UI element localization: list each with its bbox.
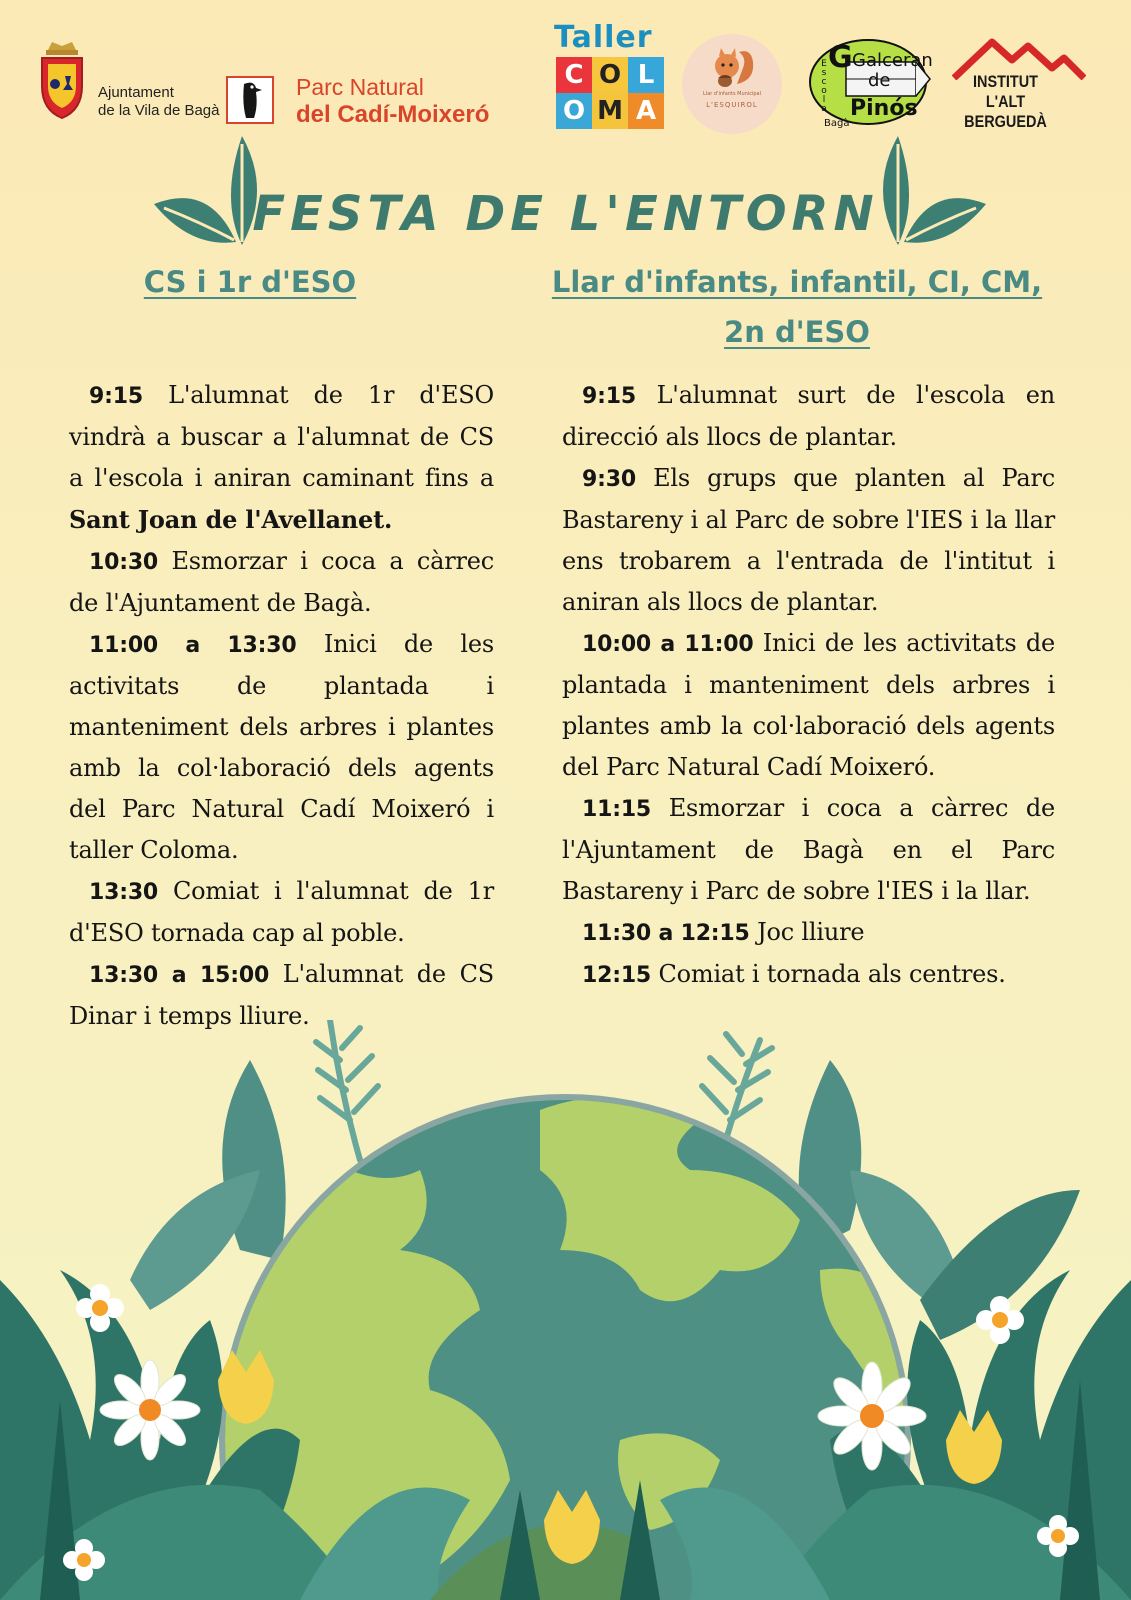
squirrel-icon [707, 44, 757, 90]
schedule-entry [562, 375, 1055, 458]
page-title: FESTA DE L'ENTORN [252, 186, 879, 242]
entry-text: Els grups que planten al Parc Bastareny i al Parc de sobre l'IES i la llar ens trobarem a l'entrada de l'intitut i aniran als llocs de plantar. [562, 464, 1055, 616]
coloma-letter: O [592, 57, 628, 93]
escola-letter: a [821, 104, 827, 114]
escola-letter: o [821, 86, 827, 96]
ajuntament-line2: de la Vila de Bagà [98, 102, 220, 119]
esquirol-small-text: Llar d'infants Municipal [703, 91, 761, 97]
entry-text: Inici de les activitats de plantada i manteniment dels arbres i plantes amb la col·laboració dels agents del Parc Natural Cadí Moixeró. [562, 629, 1055, 781]
escola-vertical-text [820, 60, 828, 114]
escola-name-part: de [868, 70, 891, 91]
coloma-letter: C [556, 57, 592, 93]
entry-time: 9:30 [582, 467, 636, 492]
parc-natural-bird-icon [226, 76, 274, 124]
entry-time: 9:15 [89, 384, 143, 409]
institut-logo-text [946, 72, 1065, 132]
entry-text: Esmorzar i coca a càrrec de l'Ajuntament de Bagà. [69, 547, 495, 617]
entry-text: Esmorzar i coca a càrrec de l'Ajuntament de Bagà en el Parc Bastareny i Parc de sobre l'IES i la llar. [562, 794, 1055, 905]
coloma-letter: A [628, 93, 664, 129]
schedule-entry [69, 375, 494, 541]
earth-illustration [0, 1020, 1131, 1600]
entry-text: Joc lliure [757, 918, 865, 946]
esquirol-name: L'ESQUIROL [706, 101, 758, 109]
escola-galceran-logo [806, 36, 940, 134]
entry-text: Inici de les activitats de plantada i manteniment dels arbres i plantes amb la col·laboració dels agents del Parc Natural Cadí Moixeró i taller Coloma. [69, 630, 494, 864]
right-heading-line: 2n d'ESO [724, 315, 870, 349]
left-schedule [69, 375, 494, 1037]
entry-time: 13:30 [89, 880, 159, 905]
right-column-heading [540, 257, 1054, 357]
entry-time: 10:00 a 11:00 [582, 632, 754, 657]
ajuntament-shield-icon [38, 40, 86, 122]
schedule-entry [69, 871, 494, 954]
entry-bold-text: Sant Joan de l'Avellanet. [69, 505, 393, 534]
schedule-entry [562, 788, 1055, 912]
institut-line2: L'ALT BERGUEDÀ [964, 92, 1047, 131]
entry-time: 11:15 [582, 797, 652, 822]
escola-name-part: Galceran [852, 50, 933, 71]
entry-time: 13:30 a 15:00 [89, 963, 270, 988]
entry-text: L'alumnat de CS Dinar i temps lliure. [69, 960, 495, 1030]
entry-time: 11:00 a 13:30 [89, 633, 297, 658]
entry-time: 10:30 [89, 550, 159, 575]
escola-letter: E [821, 59, 827, 69]
entry-text: Comiat i l'alumnat de 1r d'ESO tornada cap al poble. [69, 877, 494, 947]
escola-town: Bagà [824, 118, 850, 129]
schedule-entry [562, 954, 1055, 996]
escola-letter: s [821, 68, 827, 78]
escola-name-part: Pinós [850, 96, 918, 121]
taller-logo-title: Taller [554, 20, 653, 55]
coloma-letter: O [556, 93, 592, 129]
entry-time: 12:15 [582, 963, 652, 988]
parc-natural-line1: Parc Natural [296, 74, 424, 100]
escola-initial-g: G [828, 40, 853, 75]
entry-time: 9:15 [582, 384, 636, 409]
schedule-entry [562, 458, 1055, 623]
parc-natural-line2: del Cadí-Moixeró [296, 101, 490, 128]
logo-bar [0, 0, 1131, 150]
schedule-entry [562, 623, 1055, 788]
entry-time: 11:30 a 12:15 [582, 921, 750, 946]
ajuntament-logo-text [98, 84, 220, 120]
escola-letter: l [822, 95, 826, 105]
schedule-entry [562, 912, 1055, 954]
coloma-logo-grid [556, 57, 664, 129]
schedule-entry [69, 541, 494, 624]
right-schedule [562, 375, 1055, 996]
institut-line1: INSTITUT [972, 72, 1039, 91]
left-heading-line: CS i 1r d'ESO [143, 265, 357, 299]
left-column-heading [70, 257, 430, 307]
coloma-letter: L [628, 57, 664, 93]
escola-letter: c [821, 77, 827, 87]
ajuntament-line1: Ajuntament [98, 84, 174, 101]
schedule-entry [69, 624, 494, 871]
parc-natural-logo-text [296, 74, 489, 128]
right-heading-line: Llar d'infants, infantil, CI, CM, [551, 265, 1043, 299]
coloma-letter: M [592, 93, 628, 129]
entry-text: Comiat i tornada als centres. [658, 960, 1006, 988]
entry-text: L'alumnat de 1r d'ESO vindrà a buscar a l'alumnat de CS a l'escola i aniran caminant fins a [69, 381, 494, 492]
entry-text: L'alumnat surt de l'escola en direcció als llocs de plantar. [562, 381, 1055, 451]
